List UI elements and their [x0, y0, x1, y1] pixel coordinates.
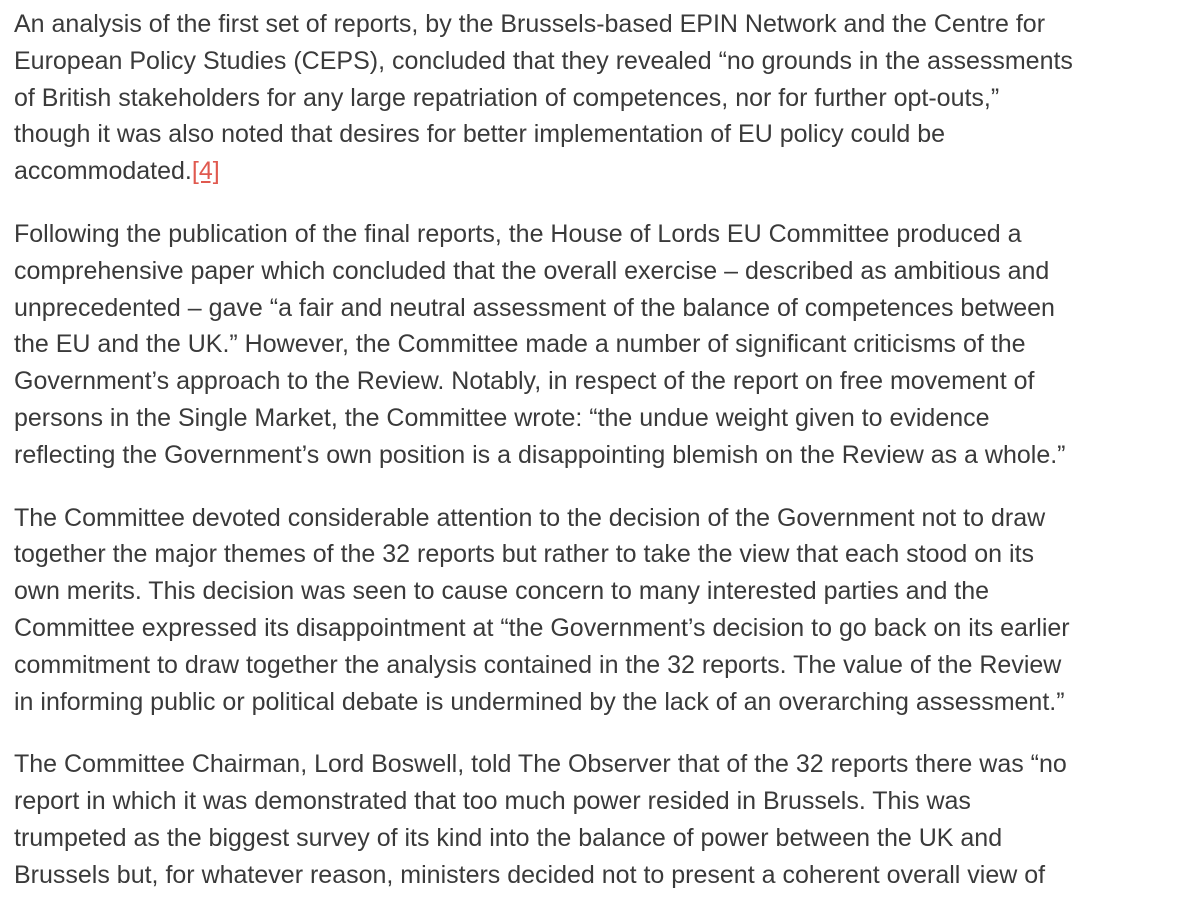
text-line: unprecedented – gave “a fair and neutral assessment of the balance of competences between	[14, 293, 1055, 322]
text-line: Brussels but, for whatever reason, ministers decided not to present a coherent overall view of	[14, 860, 1046, 889]
text-line: reflecting the Government’s own position is a disappointing blemish on the Review as a whole.”	[14, 440, 1066, 469]
text-line: persons in the Single Market, the Committee wrote: “the undue weight given to evidence	[14, 403, 990, 432]
paragraph-committee-attention	[14, 500, 1186, 721]
text-line: together the major themes of the 32 reports but rather to take the view that each stood on its	[14, 540, 1035, 569]
text-line: Government’s approach to the Review. Notably, in respect of the report on free movement of	[14, 367, 1035, 396]
paragraph-lord-boswell	[14, 746, 1186, 893]
text-line: in informing public or political debate is undermined by the lack of an overarching assessment.”	[14, 687, 1065, 716]
text-line: The Committee devoted considerable attention to the decision of the Government not to draw	[14, 503, 1046, 532]
text-line: the EU and the UK.” However, the Committee made a number of significant criticisms of the	[14, 330, 1026, 359]
text-line: commitment to draw together the analysis contained in the 32 reports. The value of the Review	[14, 650, 1062, 679]
text-line: An analysis of the first set of reports, by the Brussels-based EPIN Network and the Centre for	[14, 10, 1046, 38]
text-line: of British stakeholders for any large repatriation of competences, nor for further opt-outs,”	[14, 83, 1000, 112]
text-line: report in which it was demonstrated that too much power resided in Brussels. This was	[14, 787, 971, 816]
text-line: Committee expressed its disappointment at “the Government’s decision to go back on its earlier	[14, 613, 1070, 642]
text-line: accommodated.	[14, 157, 192, 186]
footnote-link-4[interactable]: [4]	[191, 157, 220, 186]
text-line: comprehensive paper which concluded that the overall exercise – described as ambitious and	[14, 256, 1050, 285]
text-line: European Policy Studies (CEPS), concluded that they revealed “no grounds in the assessments	[14, 46, 1073, 75]
text-line: own merits. This decision was seen to cause concern to many interested parties and the	[14, 577, 990, 606]
paragraph-epin-analysis	[14, 0, 1186, 190]
text-line: Following the publication of the final reports, the House of Lords EU Committee produced a	[14, 219, 1022, 248]
text-line: trumpeted as the biggest survey of its kind into the balance of power between the UK and	[14, 823, 1003, 852]
text-line-with-footnote	[14, 153, 1186, 190]
text-line: The Committee Chairman, Lord Boswell, told The Observer that of the 32 reports there was “no	[14, 750, 1067, 779]
text-line: though it was also noted that desires for better implementation of EU policy could be	[14, 120, 946, 149]
paragraph-lords-committee	[14, 216, 1186, 474]
